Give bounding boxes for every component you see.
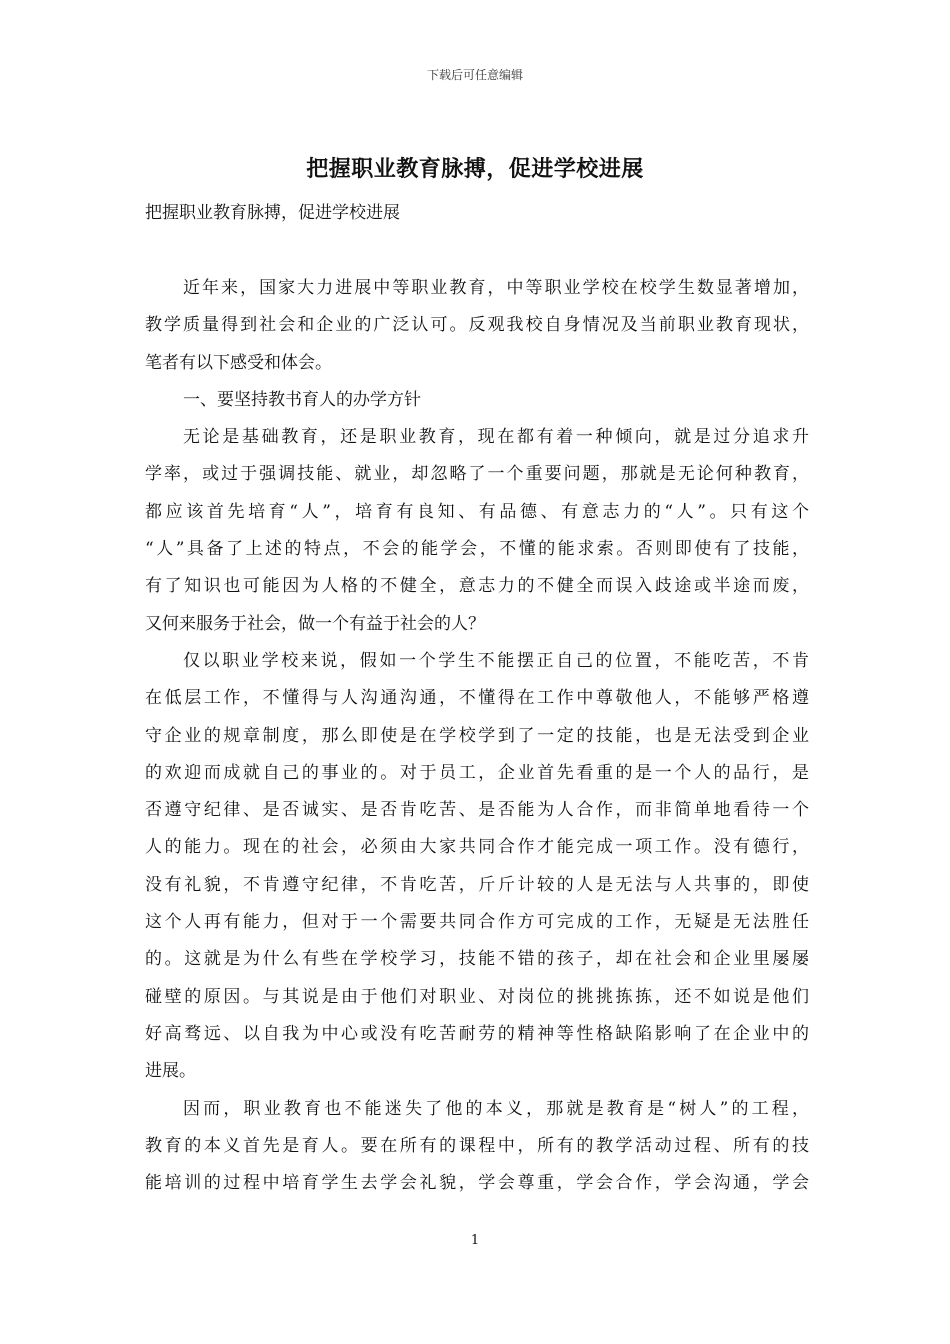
- text-line: 在低层工作，不懂得与人沟通沟通，不懂得在工作中尊敬他人，不能够严格遵: [145, 688, 809, 709]
- text-line: 学率，或过于强调技能、就业，却忽略了一个重要问题，那就是无论何种教育，: [145, 464, 809, 485]
- page-number: 1: [470, 1233, 480, 1248]
- text-line: 教育的本义首先是育人。要在所有的课程中，所有的教学活动过程、所有的技: [145, 1135, 809, 1156]
- text-line: 的欢迎而成就自己的事业的。对于员工，企业首先看重的是一个人的品行，是: [145, 762, 809, 783]
- text-line: 近年来，国家大力进展中等职业教育，中等职业学校在校学生数显著增加，: [183, 278, 809, 298]
- text-line: 仅以职业学校来说，假如一个学生不能摆正自己的位置，不能吃苦，不肯: [183, 650, 809, 671]
- text-line: 否遵守纪律、是否诚实、是否肯吃苦、是否能为人合作，而非简单地看待一个: [145, 800, 809, 821]
- text-line: 有了知识也可能因为人格的不健全，意志力的不健全而误入歧途或半途而废，: [145, 576, 809, 597]
- text-line: 教学质量得到社会和企业的广泛认可。反观我校自身情况及当前职业教育现状，: [145, 315, 809, 336]
- text-line: 进展。: [145, 1061, 196, 1082]
- text-line: 笔者有以下感受和体会。: [145, 352, 332, 373]
- text-line: 这个人再有能力，但对于一个需要共同合作方可完成的工作，无疑是无法胜任: [145, 912, 809, 933]
- text-line: 人的能力。现在的社会，必须由大家共同合作才能完成一项工作。没有德行，: [145, 837, 809, 858]
- text-line: 无论是基础教育，还是职业教育，现在都有着一种倾向，就是过分追求升: [183, 427, 809, 448]
- text-line: 的。这就是为什么有些在学校学习，技能不错的孩子，却在社会和企业里屡屡: [145, 949, 809, 970]
- text-line: 没有礼貌，不肯遵守纪律，不肯吃苦，斤斤计较的人是无法与人共事的，即使: [145, 874, 809, 895]
- text-line: 好高骛远、以自我为中心或没有吃苦耐劳的精神等性格缺陷影响了在企业中的: [145, 1023, 809, 1044]
- text-line: 又何来服务于社会，做一个有益于社会的人？: [145, 613, 485, 634]
- text-line: 一、要坚持教书育人的办学方针: [183, 389, 421, 410]
- text-line: 都应该首先培育“人”，培育有良知、有品德、有意志力的“人”。只有这个: [145, 501, 809, 522]
- text-line: 因而，职业教育也不能迷失了他的本义，那就是教育是“树人”的工程，: [183, 1098, 809, 1119]
- document-title: 把握职业教育脉搏，促进学校进展: [306, 156, 644, 182]
- document-subtitle: 把握职业教育脉搏，促进学校进展: [145, 203, 400, 223]
- text-line: 碰壁的原因。与其说是由于他们对职业、对岗位的挑挑拣拣，还不如说是他们: [145, 986, 809, 1007]
- text-line: “人”具备了上述的特点，不会的能学会，不懂的能求索。否则即使有了技能，: [145, 539, 809, 560]
- header-note: 下载后可任意编辑: [426, 68, 523, 82]
- text-line: 守企业的规章制度，那么即使是在学校学到了一定的技能，也是无法受到企业: [145, 725, 809, 746]
- body-text: [145, 270, 809, 1202]
- text-line: 能培训的过程中培育学生去学会礼貌，学会尊重，学会合作，学会沟通，学会: [145, 1173, 809, 1194]
